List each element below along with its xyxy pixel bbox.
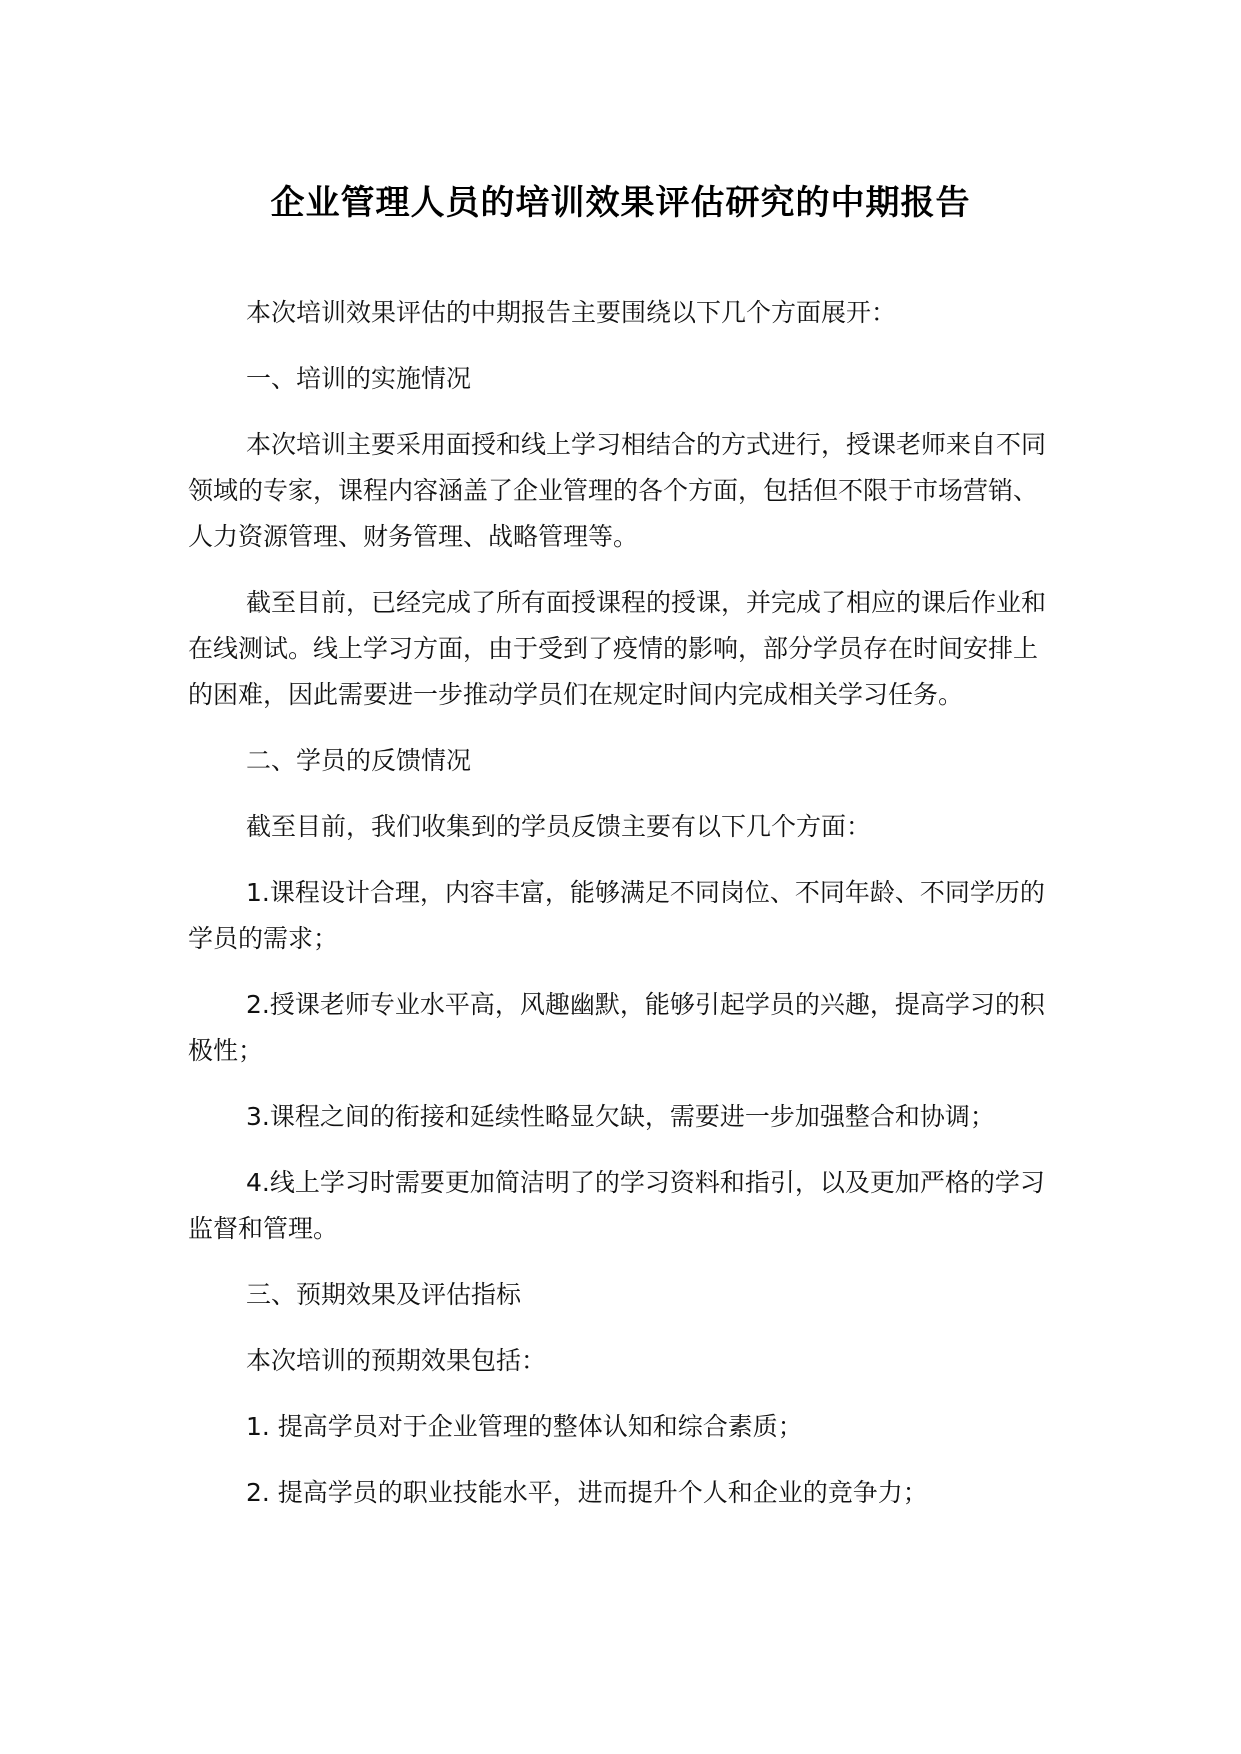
implementation-paragraph-2: 截至目前，已经完成了所有面授课程的授课，并完成了相应的课后作业和在线测试。线上学习方面，由于受到了疫情的影响，部分学员存在时间安排上的困难，因此需要进一步推动学员们在规定时间内完成相关学习任务。	[188, 588, 1047, 709]
implementation-paragraph-1: 本次培训主要采用面授和线上学习相结合的方式进行，授课老师来自不同领域的专家，课程内容涵盖了企业管理的各个方面，包括但不限于市场营销、人力资源管理、财务管理、战略管理等。	[188, 430, 1047, 551]
document-title: 企业管理人员的培训效果评估研究的中期报告	[270, 183, 971, 223]
feedback-intro-paragraph: 截至目前，我们收集到的学员反馈主要有以下几个方面：	[246, 812, 872, 841]
feedback-item-1: 1.课程设计合理，内容丰富，能够满足不同岗位、不同年龄、不同学历的学员的需求；	[188, 878, 1045, 953]
intro-paragraph: 本次培训效果评估的中期报告主要围绕以下几个方面展开：	[246, 298, 897, 327]
feedback-item-4: 4.线上学习时需要更加简洁明了的学习资料和指引，以及更加严格的学习监督和管理。	[188, 1168, 1045, 1243]
section-heading-feedback: 二、学员的反馈情况	[246, 746, 472, 775]
expected-effect-item-2: 2. 提高学员的职业技能水平，进而提升个人和企业的竞争力；	[246, 1478, 928, 1507]
section-heading-expected-effects: 三、预期效果及评估指标	[246, 1280, 522, 1309]
expected-effect-item-1: 1. 提高学员对于企业管理的整体认知和综合素质；	[246, 1412, 803, 1441]
feedback-item-2: 2.授课老师专业水平高，风趣幽默，能够引起学员的兴趣，提高学习的积极性；	[188, 990, 1045, 1065]
feedback-item-3: 3.课程之间的衔接和延续性略显欠缺，需要进一步加强整合和协调；	[246, 1102, 995, 1131]
section-heading-implementation: 一、培训的实施情况	[246, 364, 472, 393]
expected-effects-intro: 本次培训的预期效果包括：	[246, 1346, 547, 1375]
document-body	[188, 290, 1048, 1516]
